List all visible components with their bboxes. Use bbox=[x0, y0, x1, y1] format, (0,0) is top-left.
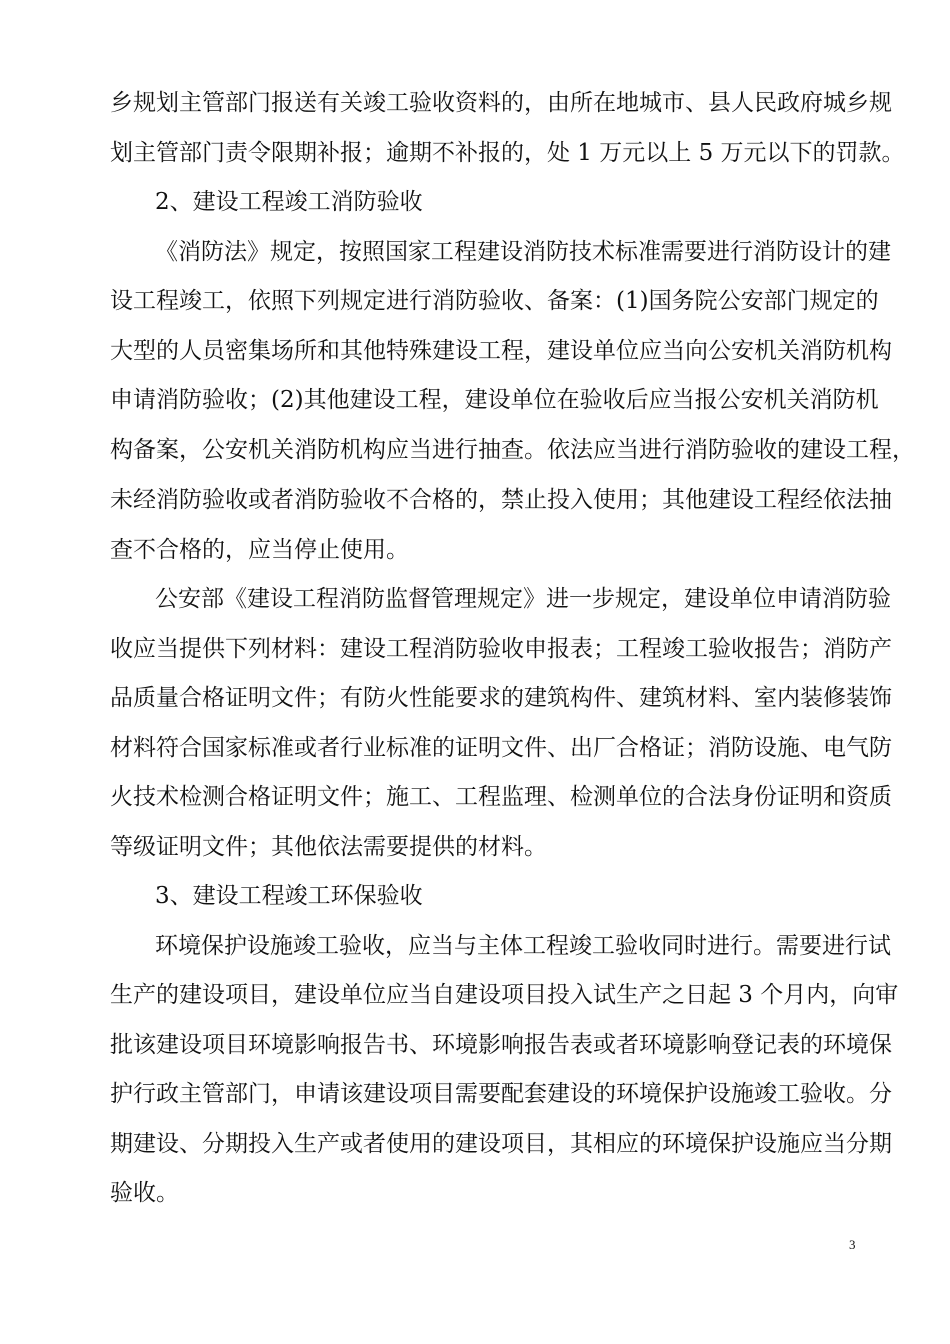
paragraph-line: 乡规划主管部门报送有关竣工验收资料的，由所在地城市、县人民政府城乡规 bbox=[110, 90, 892, 116]
paragraph-line: 环境保护设施竣工验收，应当与主体工程竣工验收同时进行。需要进行试 bbox=[155, 933, 891, 959]
paragraph-line: 材料符合国家标准或者行业标准的证明文件、出厂合格证；消防设施、电气防 bbox=[110, 735, 892, 761]
paragraph-line: 《消防法》规定，按照国家工程建设消防技术标准需要进行消防设计的建 bbox=[155, 239, 891, 265]
paragraph-line: 验收。 bbox=[110, 1180, 179, 1206]
section-heading: 2、建设工程竣工消防验收 bbox=[155, 189, 423, 215]
paragraph-line: 批该建设项目环境影响报告书、环境影响报告表或者环境影响登记表的环境保 bbox=[110, 1032, 892, 1058]
paragraph-line: 火技术检测合格证明文件；施工、工程监理、检测单位的合法身份证明和资质 bbox=[110, 784, 892, 810]
page-number: 3 bbox=[849, 1237, 856, 1252]
paragraph-line: 未经消防验收或者消防验收不合格的，禁止投入使用；其他建设工程经依法抽 bbox=[110, 487, 892, 513]
section-heading: 3、建设工程竣工环保验收 bbox=[155, 883, 423, 909]
paragraph-line: 生产的建设项目，建设单位应当自建设项目投入试生产之日起 3 个月内，向审 bbox=[110, 982, 899, 1008]
paragraph-line: 护行政主管部门，申请该建设项目需要配套建设的环境保护设施竣工验收。分 bbox=[110, 1081, 892, 1107]
paragraph-line: 设工程竣工，依照下列规定进行消防验收、备案：(1)国务院公安部门规定的 bbox=[110, 288, 879, 314]
paragraph-line: 等级证明文件；其他依法需要提供的材料。 bbox=[110, 834, 547, 860]
paragraph-line: 收应当提供下列材料：建设工程消防验收申报表；工程竣工验收报告；消防产 bbox=[110, 636, 892, 662]
paragraph-line: 划主管部门责令限期补报；逾期不补报的，处 1 万元以上 5 万元以下的罚款。 bbox=[110, 140, 905, 166]
paragraph-line: 查不合格的，应当停止使用。 bbox=[110, 537, 409, 563]
paragraph-line: 大型的人员密集场所和其他特殊建设工程，建设单位应当向公安机关消防机构 bbox=[110, 338, 892, 364]
paragraph-line: 申请消防验收；(2)其他建设工程，建设单位在验收后应当报公安机关消防机 bbox=[110, 387, 879, 413]
paragraph-line: 公安部《建设工程消防监督管理规定》进一步规定，建设单位申请消防验 bbox=[155, 586, 891, 612]
paragraph-line: 构备案，公安机关消防机构应当进行抽查。依法应当进行消防验收的建设工程， bbox=[110, 437, 915, 463]
paragraph-line: 期建设、分期投入生产或者使用的建设项目，其相应的环境保护设施应当分期 bbox=[110, 1131, 892, 1157]
paragraph-line: 品质量合格证明文件；有防火性能要求的建筑构件、建筑材料、室内装修装饰 bbox=[110, 685, 892, 711]
